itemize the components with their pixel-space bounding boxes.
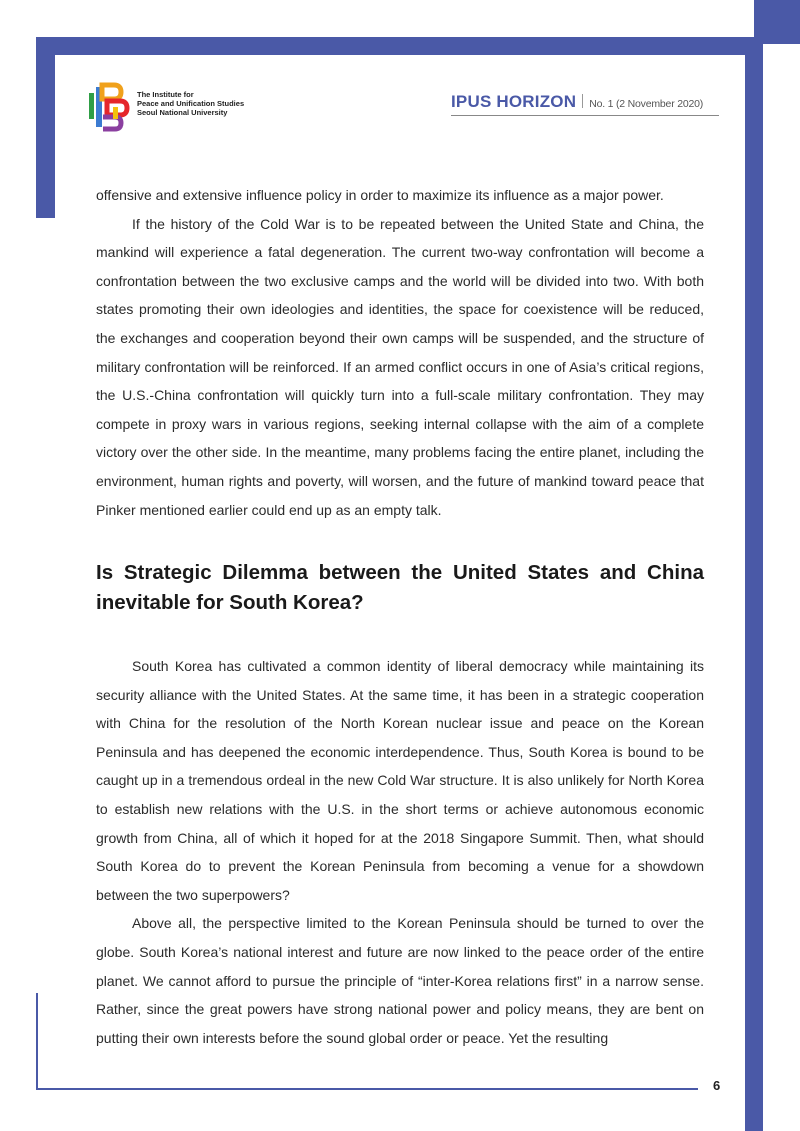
frame-right-bar (745, 37, 763, 1131)
institute-logo-icon (87, 81, 133, 133)
institute-name-line3: Seoul National University (137, 108, 228, 117)
header-underline (451, 115, 719, 116)
publication-header (451, 92, 720, 112)
institute-name-line2: Peace and Unification Studies (137, 99, 245, 108)
article-body-top (96, 181, 704, 524)
frame-top-bar (36, 37, 763, 55)
paragraph-cold-war: If the history of the Cold War is to be repeated between the United State and China, the mankind will experience a fatal degeneration. The current two-way confrontation will become a confrontation between the two exclusive camps and the world will be divided into two. With both states promoting their own ideologies and identities, the space for coexistence will be reduced, the exchanges and cooperation beyond their own camps will be suspended, and the structure of military confrontation will be reinforced. If an armed conflict occurs in one of Asia’s critical regions, the U.S.-China confrontation will quickly turn into a full-scale military confrontation. They may compete in proxy wars in various regions, seeking internal collapse with the aim of a complete victory over the other side. In the meantime, many problems facing the entire planet, including the environment, human rights and poverty, will worsen, and the future of mankind toward peace that Pinker mentioned earlier could end up as an empty talk. (96, 215, 704, 518)
paragraph-south-korea: South Korea has cultivated a common identity of liberal democracy while maintaining its security alliance with the United States. At the same time, it has been in a strategic cooperation with China for the resolution of the North Korean nuclear issue and peace on the Korean Peninsula and has deepened the economic interdependence. Thus, South Korea is bound to be caught up in a tremendous ordeal in the new Cold War structure. It is also unlikely for North Korea to establish new relations with the U.S. in the short terms or achieve autonomous economic growth from China, all of which it hoped for at the 2018 Singapore Summit. Then, what should South Korea do to prevent the Korean Peninsula from becoming a venue for a showdown between the two superpowers? (96, 658, 704, 903)
paragraph-continuation: offensive and extensive influence policy in order to maximize its influence as a major power. (96, 187, 664, 203)
article-body-bottom (96, 652, 704, 1052)
section-heading: Is Strategic Dilemma between the United States and China inevitable for South Korea? (96, 561, 704, 614)
frame-bottom-line (36, 1088, 698, 1090)
page-number: 6 (713, 1078, 721, 1093)
institute-name-line1: The Institute for (137, 90, 194, 99)
institute-name (137, 90, 244, 117)
paragraph-perspective: Above all, the perspective limited to the Korean Peninsula should be turned to over the globe. South Korea’s national interest and future are now linked to the peace order of the entire planet. We cannot afford to pursue the principle of “inter-Korea relations first” in a narrow sense. Rather, since the great powers have strong national power and policy means, they are bent on putting their own interests before the sound global order or peace. Yet the resulting (96, 915, 704, 1046)
publication-title: IPUS HORIZON (451, 92, 577, 111)
frame-left-line (36, 993, 38, 1090)
header-separator (582, 94, 583, 108)
frame-left-bar (36, 37, 55, 218)
issue-label: No. 1 (2 November 2020) (589, 98, 704, 110)
